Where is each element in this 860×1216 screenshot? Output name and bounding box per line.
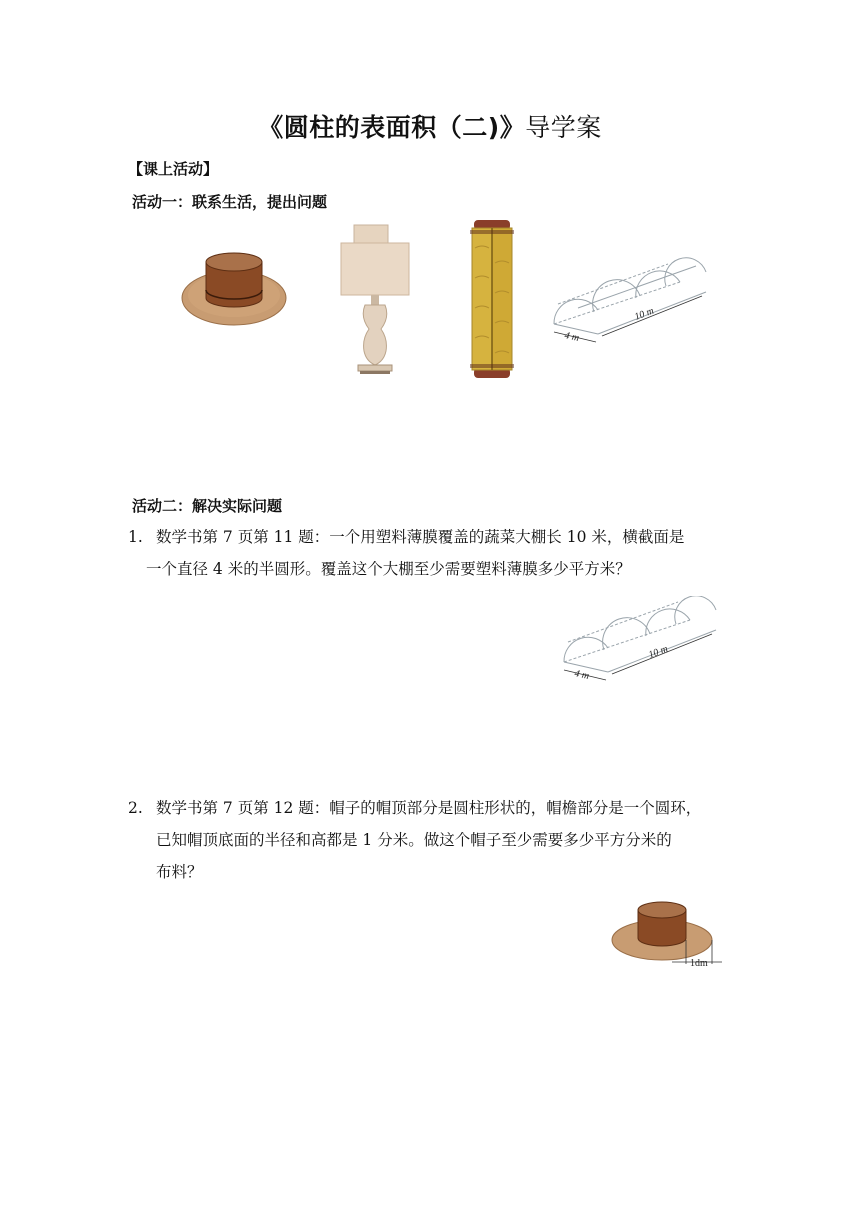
figure-length-label: 10 m <box>647 643 670 661</box>
title-normal: 导学案 <box>525 113 602 142</box>
greenhouse-figure <box>558 596 722 682</box>
question-number: 2. <box>128 799 143 817</box>
question-number: 1. <box>128 528 143 546</box>
question-text-line: 数学书第 7 页第 12 题：帽子的帽顶部分是圆柱形状的，帽檐部分是一个圆环， <box>156 799 702 817</box>
greenhouse-length-label: 10 m <box>633 305 656 323</box>
question-text-line: 一个直径 4 米的半圆形。覆盖这个大棚至少需要塑料薄膜多少平方米？ <box>146 560 631 578</box>
hat-figure <box>610 896 726 970</box>
scroll-image <box>469 218 515 382</box>
title-bold: 《圆柱的表面积（二)》 <box>258 113 526 142</box>
activity2-heading: 活动二：解决实际问题 <box>132 497 283 515</box>
figure-diameter-label: 4 m <box>573 668 591 682</box>
greenhouse-image <box>548 252 714 344</box>
question-2 <box>128 792 748 888</box>
question-text-line: 已知帽顶底面的半径和高都是 1 分米。做这个帽子至少需要多少平方分米的 <box>156 831 672 849</box>
hat-brim-label: 1dm <box>690 958 708 969</box>
hat-image <box>180 240 288 330</box>
greenhouse-diameter-label: 4 m <box>563 330 581 344</box>
question-text-line: 布料？ <box>156 863 203 881</box>
question-text-line: 数学书第 7 页第 11 题：一个用塑料薄膜覆盖的蔬菜大棚长 10 米，横截面是 <box>156 528 685 546</box>
lamp-image <box>336 221 414 377</box>
page-title <box>0 108 860 144</box>
activity1-heading: 活动一：联系生活，提出问题 <box>132 193 328 211</box>
question-1 <box>128 521 748 585</box>
section-heading: 【课上活动】 <box>128 160 219 178</box>
